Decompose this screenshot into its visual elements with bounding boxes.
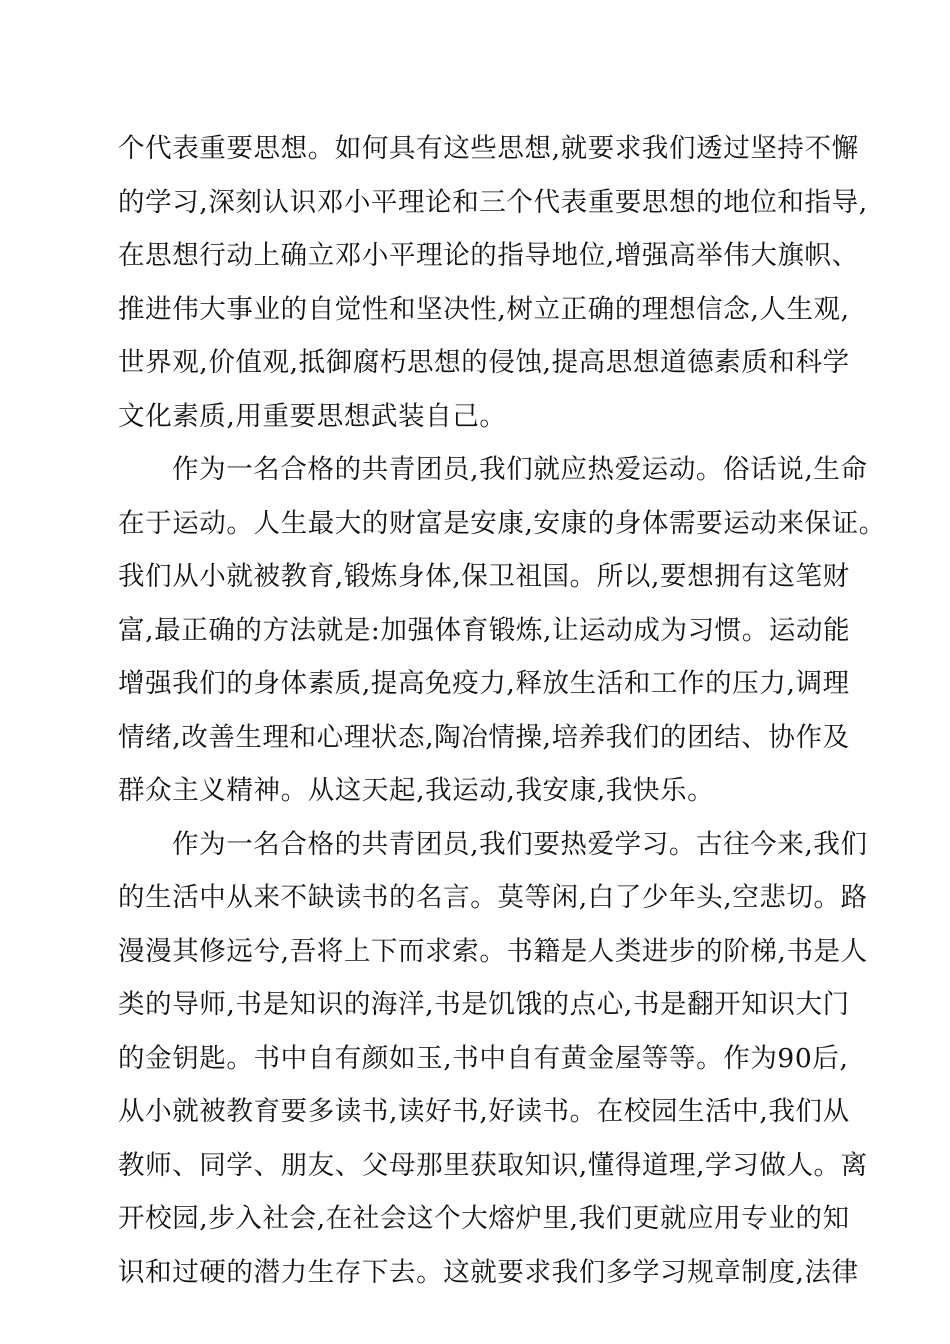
text-line: 情绪,改善生理和心理状态,陶冶情操,培养我们的团结、协作及 xyxy=(118,721,850,753)
text-line: 漫漫其修远兮,吾将上下而求索。书籍是人类进步的阶梯,书是人 xyxy=(118,935,868,967)
text-line: 推进伟大事业的自觉性和坚决性,树立正确的理想信念,人生观, xyxy=(118,293,850,325)
text-line: 我们从小就被教育,锻炼身体,保卫祖国。所以,要想拥有这笔财 xyxy=(118,561,850,592)
body-text xyxy=(118,122,886,1299)
text-line: 教师、同学、朋友、父母那里获取知识,懂得道理,学习做人。离 xyxy=(118,1149,868,1181)
text-line: 文化素质,用重要思想武装自己。 xyxy=(118,400,507,432)
paragraph-start-line: 作为一名合格的共青团员,我们就应热爱运动。俗话说,生命 xyxy=(172,454,868,485)
text-line: 类的导师,书是知识的海洋,书是饥饿的点心,书是翻开知识大门 xyxy=(118,989,850,1020)
text-line: 群众主义精神。从这天起,我运动,我安康,我快乐。 xyxy=(118,775,715,806)
text-line: 的学习,深刻认识邓小平理论和三个代表重要思想的地位和指导, xyxy=(118,186,868,218)
text-line: 世界观,价值观,抵御腐朽思想的侵蚀,提高思想道德素质和科学 xyxy=(118,347,850,378)
text-line: 从小就被教育要多读书,读好书,好读书。在校园生活中,我们从 xyxy=(118,1096,850,1127)
text-line: 富,最正确的方法就是:加强体育锻炼,让运动成为习惯。运动能 xyxy=(118,614,851,646)
text-line: 开校园,步入社会,在社会这个大熔炉里,我们更就应用专业的知 xyxy=(118,1203,850,1234)
text-line: 个代表重要思想。如何具有这些思想,就要求我们透过坚持不懈 xyxy=(118,133,859,164)
paragraph-start-line: 作为一名合格的共青团员,我们要热爱学习。古往今来,我们 xyxy=(172,828,868,860)
text-line: 在思想行动上确立邓小平理论的指导地位,增强高举伟大旗帜、 xyxy=(118,240,859,271)
text-line: 的金钥匙。书中自有颜如玉,书中自有黄金屋等等。作为90后, xyxy=(118,1042,849,1074)
text-line: 增强我们的身体素质,提高免疫力,释放生活和工作的压力,调理 xyxy=(118,668,850,699)
text-line: 的生活中从来不缺读书的名言。莫等闲,白了少年头,空悲切。路 xyxy=(118,882,868,913)
text-line: 识和过硬的潜力生存下去。这就要求我们多学习规章制度,法律 xyxy=(118,1256,859,1288)
text-line: 在于运动。人生最大的财富是安康,安康的身体需要运动来保证。 xyxy=(118,507,886,539)
